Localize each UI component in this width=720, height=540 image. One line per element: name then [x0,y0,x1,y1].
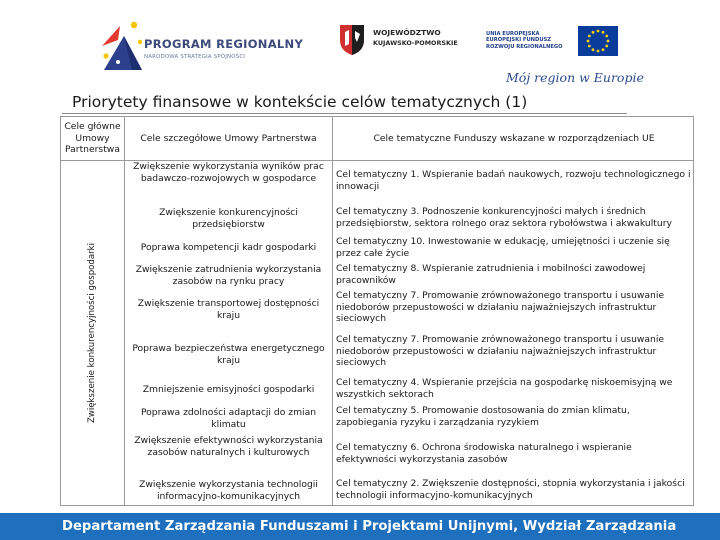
thematic-goal-item: Cel tematyczny 6. Ochrona środowiska naturalnego i wspieranie efektywności wykorzystania zasobów [336,442,632,465]
specific-goal-item: Zwiększenie efektywności wykorzystania zasobów naturalnych i kulturowych [134,435,323,458]
priorities-table [60,116,694,506]
voivodeship-crest-icon [338,22,366,56]
voivodeship-line1: WOJEWÓDZTWO [373,28,441,37]
thematic-goal-item: Cel tematyczny 8. Wspieranie zatrudnienia i mobilności zawodowej pracowników [336,263,646,286]
specific-goal-item: Zmniejszenie emisyjności gospodarki [142,384,315,395]
program-regionalny-logo [98,16,304,74]
main-goal-label: Zwiększenie konkurencyjności gospodarki [87,242,97,424]
specific-goal-item: Poprawa bezpieczeństwa energetycznego kraju [132,343,325,366]
footer-bar [0,513,720,540]
specific-goal-item: Zwiększenie konkurencyjności przedsiębiorstw [159,207,298,230]
footer-text: Departament Zarządzania Funduszami i Projektami Unijnymi, Wydział Zarządzania [62,519,677,534]
thematic-goal-item: Cel tematyczny 4. Wspieranie przejścia na gospodarkę niskoemisyjną we wszystkich sektorach [336,377,673,400]
thematic-goal-item: Cel tematyczny 1. Wspieranie badań naukowych, rozwoju technologicznego i innowacji [336,169,691,192]
eu-line3: ROZWOJU REGIONALNEGO [486,43,563,50]
eu-logo [484,22,624,66]
program-regionalny-mark-icon [98,16,148,74]
main-goal-cell [61,161,124,506]
eu-logo-text [486,31,563,50]
eu-line2: EUROPEJSKI FUNDUSZ [486,37,552,44]
specific-goal-item: Zwiększenie zatrudnienia wykorzystania zasobów na rynku pracy [135,264,322,287]
program-regionalny-subtitle: NARODOWA STRATEGIA SPÓJNOŚCI [144,54,246,60]
program-regionalny-title: PROGRAM REGIONALNY [144,37,304,51]
specific-goal-item: Zwiększenie wykorzystania wyników prac badawczo-rozwojowych w gospodarce [133,161,324,184]
header-specific-goals: Cele szczegółowe Umowy Partnerstwa [140,132,317,144]
specific-goal-item: Zwiększenie transportowej dostępności kraju [137,298,320,321]
thematic-goal-item: Cel tematyczny 10. Inwestowanie w edukację, umiejętności i uczenie się przez całe życie [336,236,670,259]
voivodeship-line2: KUJAWSKO-POMORSKIE [373,39,458,47]
thematic-goal-item: Cel tematyczny 7. Promowanie zrównoważonego transportu i usuwanie niedoborów przepustowości w działaniu najważniejszych infrastruktur sieciowych [336,334,665,368]
eu-line1: UNIA EUROPEJSKA [486,31,540,37]
thematic-goal-item: Cel tematyczny 3. Podnoszenie konkurencyjności małych i średnich przedsiębiorstw, sektora rolnego oraz sektora rybołówstwa i akwakultury [336,206,672,229]
thematic-goal-item: Cel tematyczny 7. Promowanie zrównoważonego transportu i usuwanie niedoborów przepustowości w działaniu najważniejszych infrastruktur sieciowych [336,290,665,324]
title-divider [62,113,627,114]
thematic-goal-item: Cel tematyczny 5. Promowanie dostosowania do zmian klimatu, zapobiegania ryzyku i zarządzania ryzykiem [336,405,630,428]
column-divider [332,117,333,505]
specific-goal-item: Zwiększenie wykorzystania technologii informacyjno-komunikacyjnych [139,479,318,502]
header-main-goals: Cele główne Umowy Partnerstwa [64,121,121,156]
thematic-goal-item: Cel tematyczny 2. Zwiększenie dostępności, stopnia wykorzystania i jakości technologii informacyjno-komunikacyjnych [336,478,685,501]
specific-goal-item: Poprawa kompetencji kadr gospodarki [140,242,317,253]
voivodeship-logo [338,22,478,62]
slogan-text: Mój region w Europie [506,70,644,85]
slide-title: Priorytety finansowe w kontekście celów tematycznych (1) [72,93,528,111]
header-logos [0,0,720,100]
specific-goal-item: Poprawa zdolności adaptacji do zmian klimatu [140,407,317,430]
header-thematic-goals: Cele tematyczne Funduszy wskazane w rozporządzeniach UE [373,132,655,144]
eu-flag-icon [578,26,618,56]
